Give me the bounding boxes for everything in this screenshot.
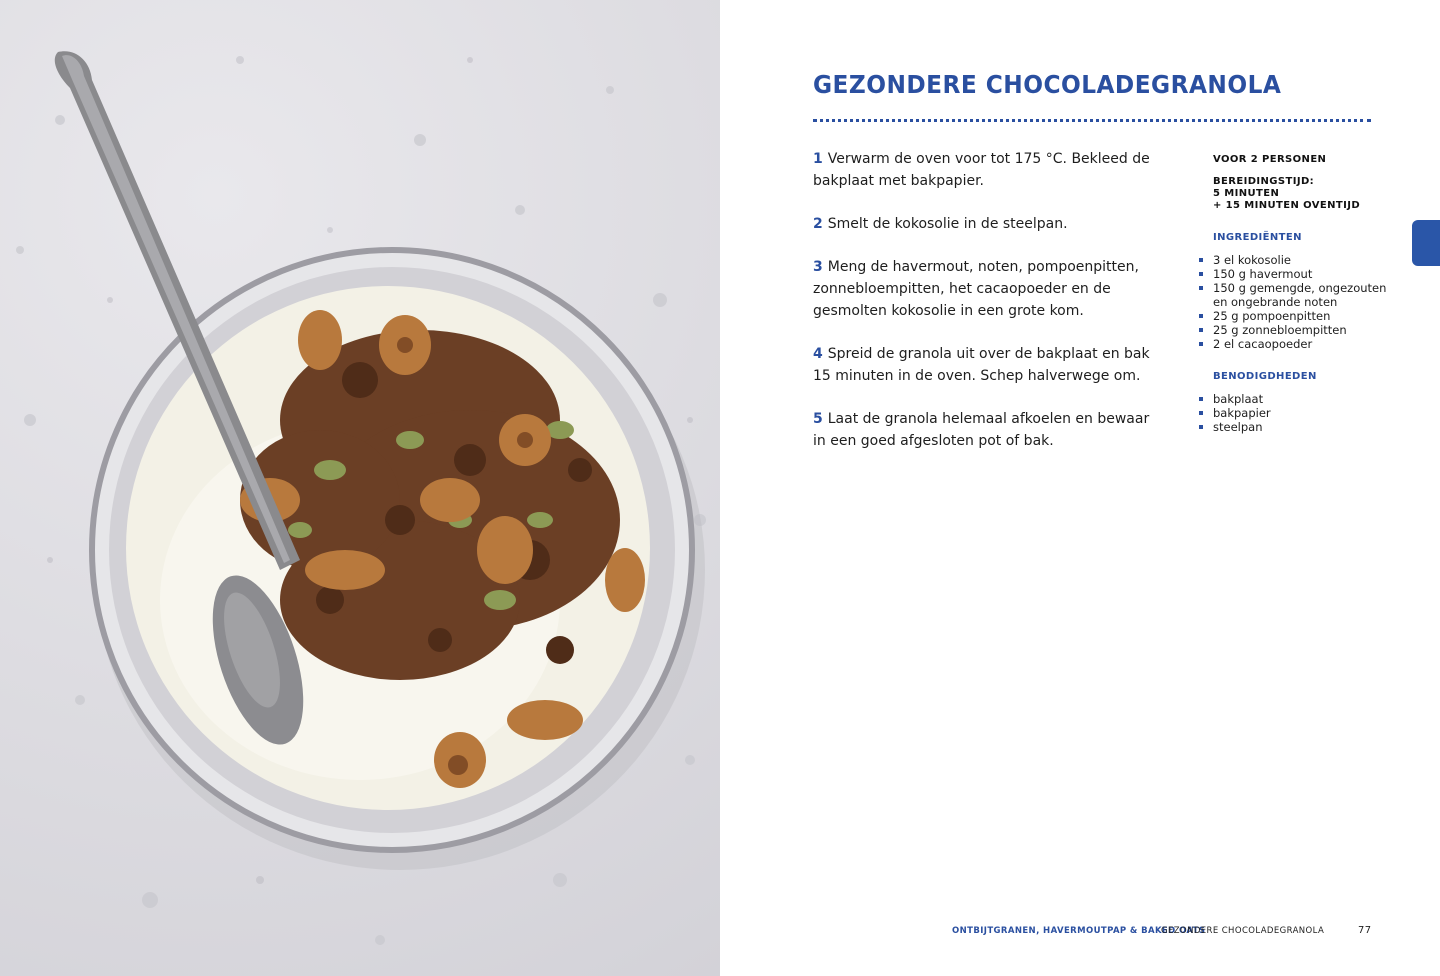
oven-time: + 15 MINUTEN OVENTIJD bbox=[1213, 200, 1361, 211]
step-text: Laat de granola helemaal afkoelen en bewaar in een goed afgesloten pot of bak. bbox=[813, 411, 1150, 449]
step-number: 3 bbox=[813, 259, 823, 275]
ingredients-list bbox=[1213, 253, 1393, 351]
ingredients-heading: INGREDIËNTEN bbox=[1213, 232, 1302, 243]
footer-recipe-title: GEZONDERE CHOCOLADEGRANOLA bbox=[1161, 926, 1325, 936]
step-number: 4 bbox=[813, 346, 823, 362]
recipe-title: GEZONDERE CHOCOLADEGRANOLA bbox=[813, 70, 1282, 99]
method-steps bbox=[813, 148, 1163, 473]
recipe-sidebar bbox=[1213, 154, 1393, 434]
step-2 bbox=[813, 213, 1163, 235]
chapter-tab bbox=[1412, 220, 1440, 266]
servings: VOOR 2 PERSONEN bbox=[1213, 154, 1327, 165]
list-item: 25 g zonnebloempitten bbox=[1213, 323, 1393, 337]
footer-chapter: ONTBIJTGRANEN, HAVERMOUTPAP & BAKED OATS bbox=[952, 926, 1206, 936]
list-item: bakplaat bbox=[1213, 392, 1393, 406]
recipe-page bbox=[720, 0, 1440, 976]
list-item: 25 g pompoenpitten bbox=[1213, 309, 1393, 323]
equipment-heading: BENODIGDHEDEN bbox=[1213, 371, 1317, 382]
equipment-list bbox=[1213, 392, 1393, 434]
step-text: Spreid de granola uit over de bakplaat en bak 15 minuten in de oven. Schep halverwege om. bbox=[813, 346, 1150, 384]
step-text: Meng de havermout, noten, pompoenpitten, zonnebloempitten, het cacaopoeder en de gesmolten kokosolie in een grote kom. bbox=[813, 259, 1139, 319]
list-item: bakpapier bbox=[1213, 406, 1393, 420]
list-item: 150 g gemengde, ongezouten en ongebrande noten bbox=[1213, 281, 1393, 309]
step-text: Verwarm de oven voor tot 175 °C. Bekleed de bakplaat met bakpapier. bbox=[813, 151, 1150, 189]
list-item: steelpan bbox=[1213, 420, 1393, 434]
step-text: Smelt de kokosolie in de steelpan. bbox=[827, 216, 1068, 232]
step-4 bbox=[813, 343, 1163, 387]
step-number: 2 bbox=[813, 216, 823, 232]
prep-time: 5 MINUTEN bbox=[1213, 188, 1280, 199]
list-item: 2 el cacaopoeder bbox=[1213, 337, 1393, 351]
prep-label: BEREIDINGSTIJD: bbox=[1213, 176, 1315, 187]
step-1 bbox=[813, 148, 1163, 192]
step-3 bbox=[813, 256, 1163, 322]
step-number: 1 bbox=[813, 151, 823, 167]
list-item: 3 el kokosolie bbox=[1213, 253, 1393, 267]
prep-time-block bbox=[1213, 176, 1393, 212]
list-item: 150 g havermout bbox=[1213, 267, 1393, 281]
page-number: 77 bbox=[1358, 925, 1372, 936]
step-number: 5 bbox=[813, 411, 823, 427]
step-5 bbox=[813, 408, 1163, 452]
title-divider bbox=[813, 119, 1371, 122]
